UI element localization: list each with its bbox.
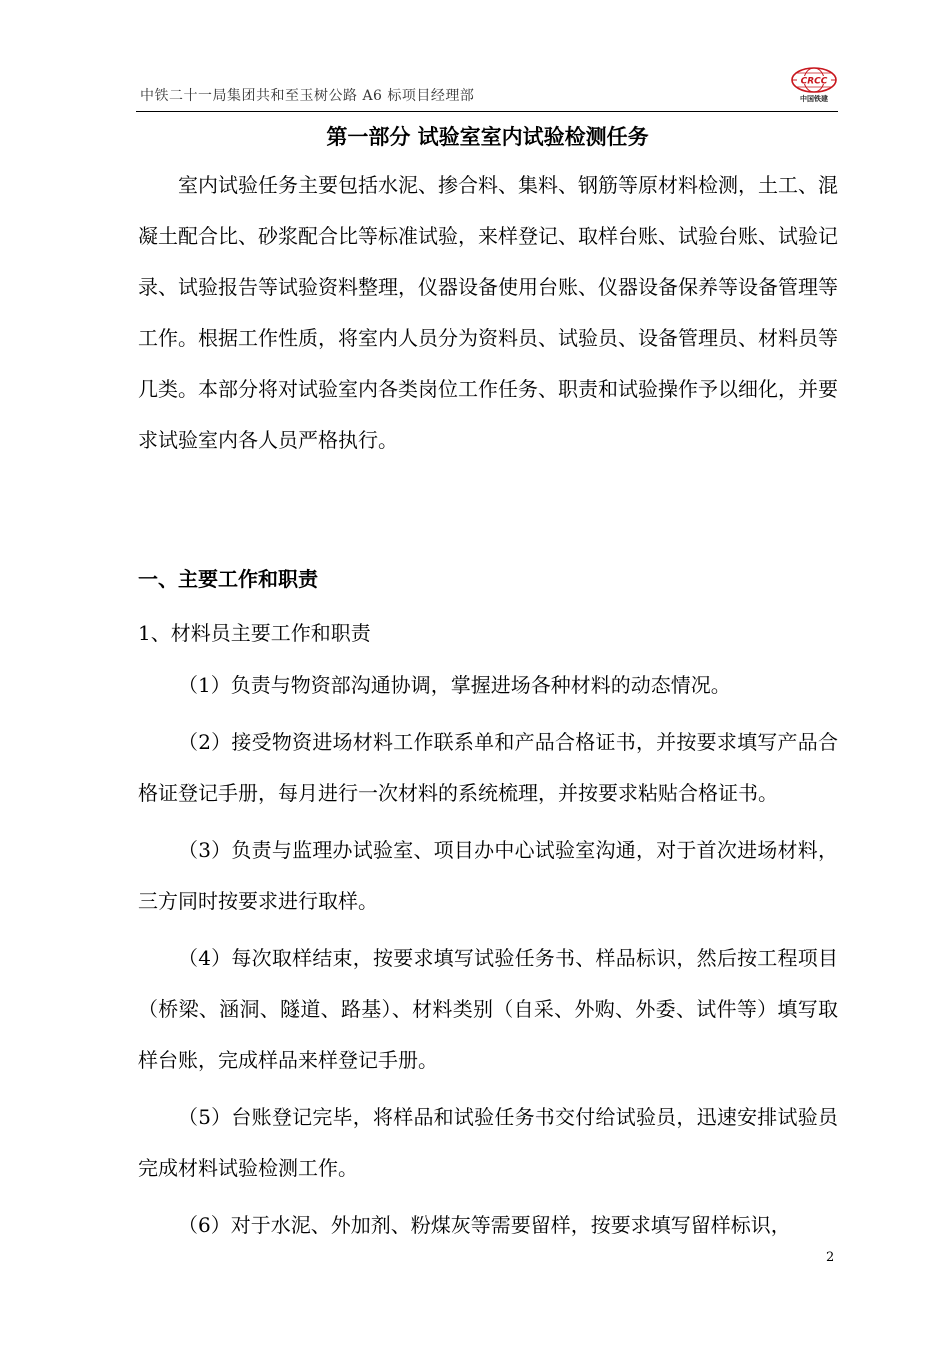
header-divider: [136, 111, 838, 112]
page-title: 第一部分 试验室室内试验检测任务: [326, 125, 649, 149]
svg-text:CRCC: CRCC: [800, 76, 828, 87]
duty-item: （3）负责与监理办试验室、项目办中心试验室沟通，对于首次进场材料，三方同时按要求进行取样。: [138, 838, 838, 913]
duty-item: （5）台账登记完毕，将样品和试验任务书交付给试验员，迅速安排试验员完成材料试验检测工作。: [138, 1105, 838, 1180]
logo-caption: 中国铁建: [800, 95, 828, 103]
header-org-text: 中铁二十一局集团共和至玉树公路 A6 标项目经理部: [140, 88, 475, 104]
intro-text: 室内试验任务主要包括水泥、掺合料、集料、钢筋等原材料检测，土工、混凝土配合比、砂浆配合比等标准试验，来样登记、取样台账、试验台账、试验记录、试验报告等试验资料整理，仪器设备使用台账、仪器设备保养等设备管理等工作。根据工作性质，将室内人员分为资料员、试验员、设备管理员、材料员等几类。本部分将对试验室内各类岗位工作任务、职责和试验操作予以细化，并要求试验室内各人员严格执行。: [138, 173, 838, 452]
duty-item: （4）每次取样结束，按要求填写试验任务书、样品标识，然后按工程项目（桥梁、涵洞、隧道、路基）、材料类别（自采、外购、外委、试件等）填写取样台账，完成样品来样登记手册。: [138, 946, 838, 1072]
intro-paragraph: [138, 160, 838, 466]
duty-item: （2）接受物资进场材料工作联系单和产品合格证书，并按要求填写产品合格证登记手册，每月进行一次材料的系统梳理，并按要求粘贴合格证书。: [138, 730, 838, 805]
duty-list: [138, 660, 838, 1257]
duty-item: （1）负责与物资部沟通协调，掌握进场各种材料的动态情况。: [178, 673, 731, 697]
section-heading: 一、主要工作和职责: [138, 567, 318, 591]
subheading: 1、材料员主要工作和职责: [138, 621, 371, 645]
page-number: 2: [826, 1250, 835, 1265]
duty-item: （6）对于水泥、外加剂、粉煤灰等需要留样，按要求填写留样标识，: [178, 1213, 791, 1237]
